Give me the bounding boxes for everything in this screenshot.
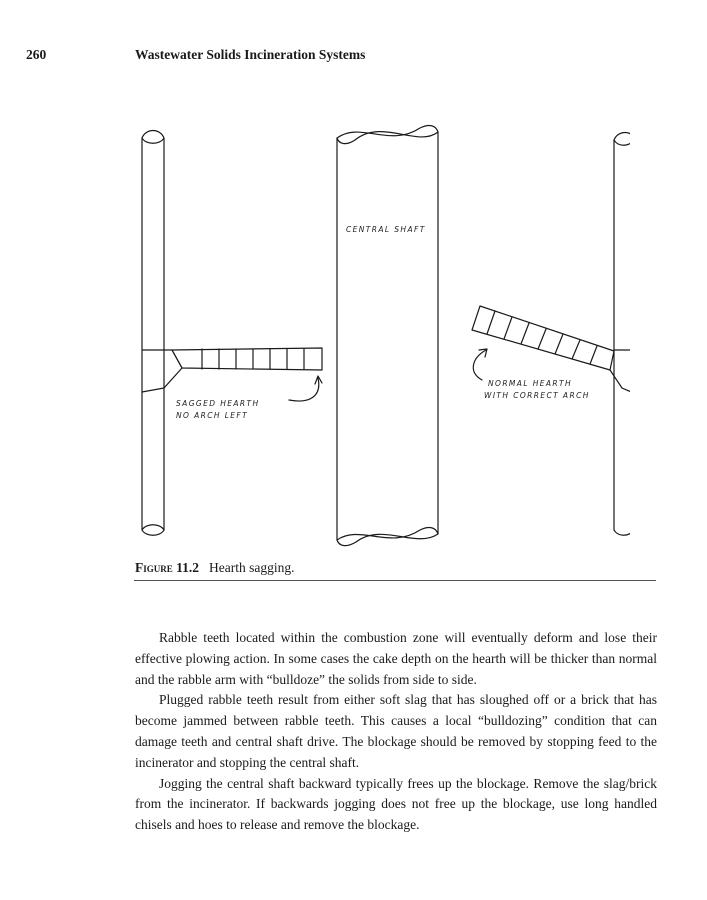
normal-hearth-label-line1: NORMAL HEARTH [488, 379, 573, 388]
figure-number: Figure 11.2 [135, 560, 200, 575]
normal-hearth-label-line2: WITH CORRECT ARCH [484, 391, 590, 400]
sagged-hearth [142, 348, 322, 401]
right-wall [614, 133, 630, 536]
central-shaft-label: CENTRAL SHAFT [346, 225, 426, 234]
sagged-hearth-label-line1: SAGGED HEARTH [176, 399, 260, 408]
caption-rule [134, 580, 656, 581]
paragraph: Plugged rabble teeth result from either soft slag that has sloughed off or a brick that has become jammed between rabble teeth. This causes a local “bulldozing” condition that can damage teeth and central shaft drive. The blockage should be removed by stopping feed to the incinerator and stopping the central shaft. [135, 692, 657, 770]
hearth-sagging-figure [130, 118, 630, 568]
central-shaft [337, 125, 438, 545]
paragraph: Rabble teeth located within the combustion zone will eventually deform and lose their effective plowing action. In some cases the cake depth on the hearth will be thicker than normal and the rabble arm with “bulldoze” the solids from side to side. [135, 630, 657, 687]
body-text [135, 628, 657, 836]
sagged-hearth-label-line2: NO ARCH LEFT [176, 411, 249, 420]
figure-caption [135, 560, 295, 576]
page-number: 260 [26, 47, 47, 62]
paragraph: Jogging the central shaft backward typically frees up the blockage. Remove the slag/brick from the incinerator. If backwards jogging does not free up the blockage, use long handled chisels and hoes to release and remove the blockage. [135, 775, 657, 833]
left-wall [142, 131, 164, 536]
figure-caption-text: Hearth sagging. [209, 560, 295, 575]
running-title: Wastewater Solids Incineration Systems [135, 47, 366, 62]
hearth-diagram [130, 118, 630, 568]
